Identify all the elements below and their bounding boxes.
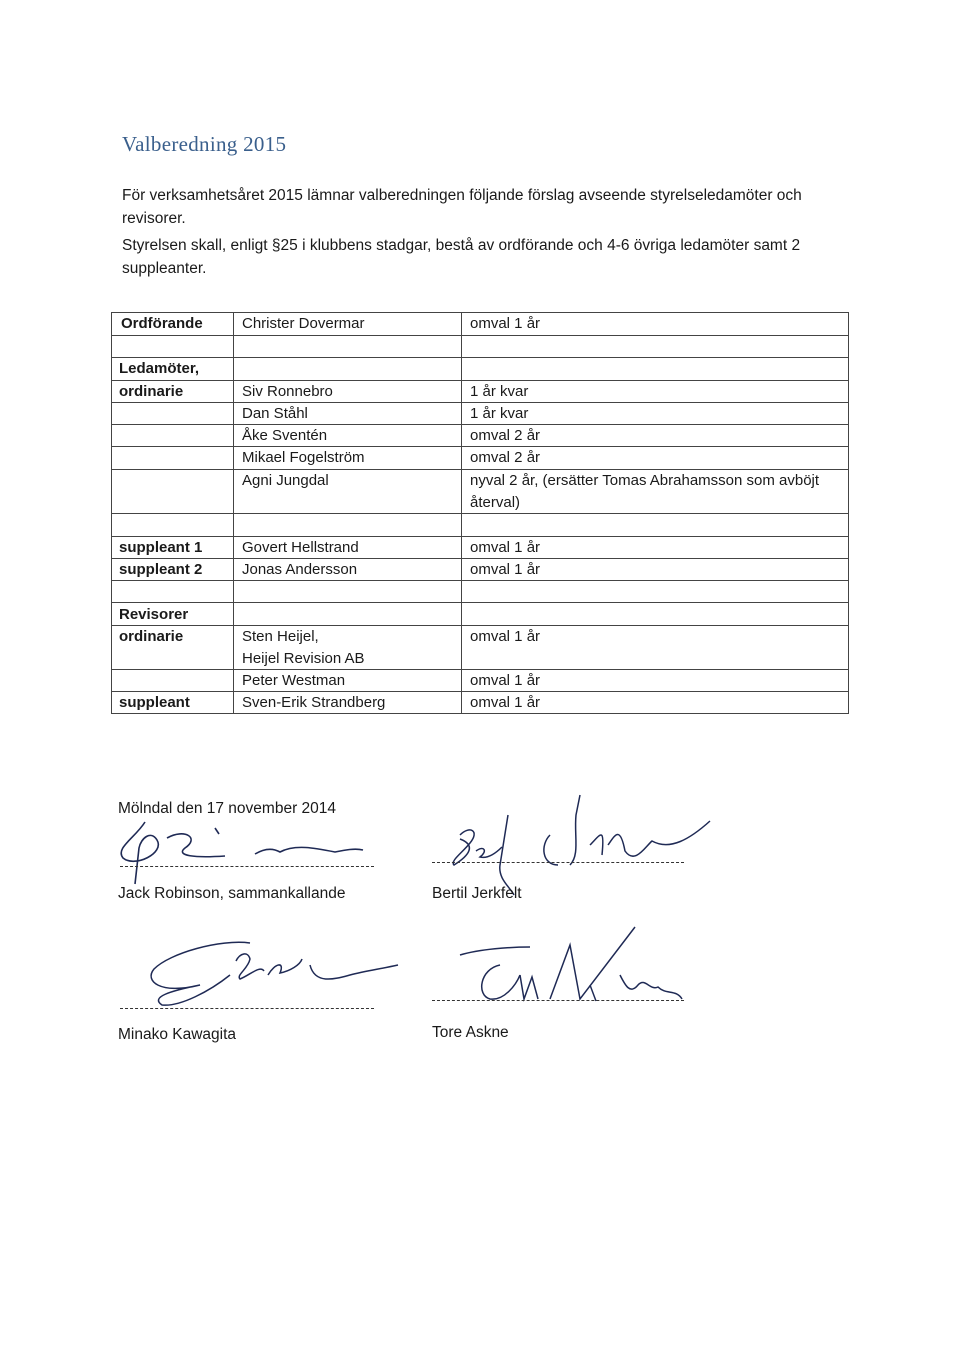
- signature-3-image: [140, 935, 410, 1010]
- signature-4-image: [420, 925, 700, 1015]
- place-date: Mölndal den 17 november 2014: [118, 800, 337, 817]
- auditor-status: omval 1 år: [470, 628, 541, 645]
- member-name: Åke Sventén: [242, 427, 328, 444]
- chair-label: Ordförande: [121, 315, 203, 332]
- chair-name: Christer Dovermar: [242, 315, 365, 332]
- deputy-name: Jonas Andersson: [242, 561, 358, 578]
- auditor-status: omval 1 år: [470, 672, 541, 689]
- members-label-2: ordinarie: [119, 383, 184, 400]
- member-status: 1 år kvar: [470, 383, 529, 400]
- auditors-label-2: ordinarie: [119, 628, 184, 645]
- signature-4-name: Tore Askne: [432, 1024, 509, 1041]
- auditor-company: Heijel Revision AB: [242, 650, 365, 667]
- signature-3-name: Minako Kawagita: [118, 1026, 237, 1043]
- intro-paragraph-1: För verksamhetsåret 2015 lämnar valberedningen följande förslag avseende styrelseledamöter och revisorer.: [122, 187, 802, 227]
- member-status: omval 2 år: [470, 449, 541, 466]
- member-name: Mikael Fogelström: [242, 449, 365, 466]
- member-name: Dan Ståhl: [242, 405, 308, 422]
- intro-paragraph-2: Styrelsen skall, enligt §25 i klubbens stadgar, bestå av ordförande och 4-6 övriga ledamöter samt 2 suppleanter.: [122, 237, 801, 277]
- page-title: Valberedning 2015: [122, 132, 287, 156]
- member-status: nyval 2 år, (ersätter Tomas Abrahamsson som avböjt återval): [470, 472, 820, 511]
- signature-1-image: [105, 818, 375, 888]
- members-label-1: Ledamöter,: [119, 360, 200, 377]
- auditor-deputy-label: suppleant: [119, 694, 190, 711]
- auditor-deputy-name: Sven-Erik Strandberg: [242, 694, 386, 711]
- auditor-name: Peter Westman: [242, 672, 346, 689]
- signature-1-line: [120, 866, 374, 867]
- deputy-label: suppleant 1: [119, 539, 203, 556]
- member-name: Siv Ronnebro: [242, 383, 333, 400]
- auditor-name: Sten Heijel,: [242, 628, 319, 645]
- chair-status: omval 1 år: [470, 315, 541, 332]
- deputy-status: omval 1 år: [470, 561, 541, 578]
- signature-2-line: [432, 862, 684, 863]
- signature-2-name: Bertil Jerkfelt: [432, 885, 522, 902]
- member-status: omval 2 år: [470, 427, 541, 444]
- auditors-label-1: Revisorer: [119, 606, 189, 623]
- auditor-deputy-status: omval 1 år: [470, 694, 541, 711]
- signature-3-line: [120, 1008, 374, 1009]
- member-name: Agni Jungdal: [242, 472, 329, 489]
- deputy-status: omval 1 år: [470, 539, 541, 556]
- signature-1-name: Jack Robinson, sammankallande: [118, 885, 346, 902]
- deputy-label: suppleant 2: [119, 561, 203, 578]
- member-status: 1 år kvar: [470, 405, 529, 422]
- signature-4-line: [432, 1000, 684, 1001]
- deputy-name: Govert Hellstrand: [242, 539, 359, 556]
